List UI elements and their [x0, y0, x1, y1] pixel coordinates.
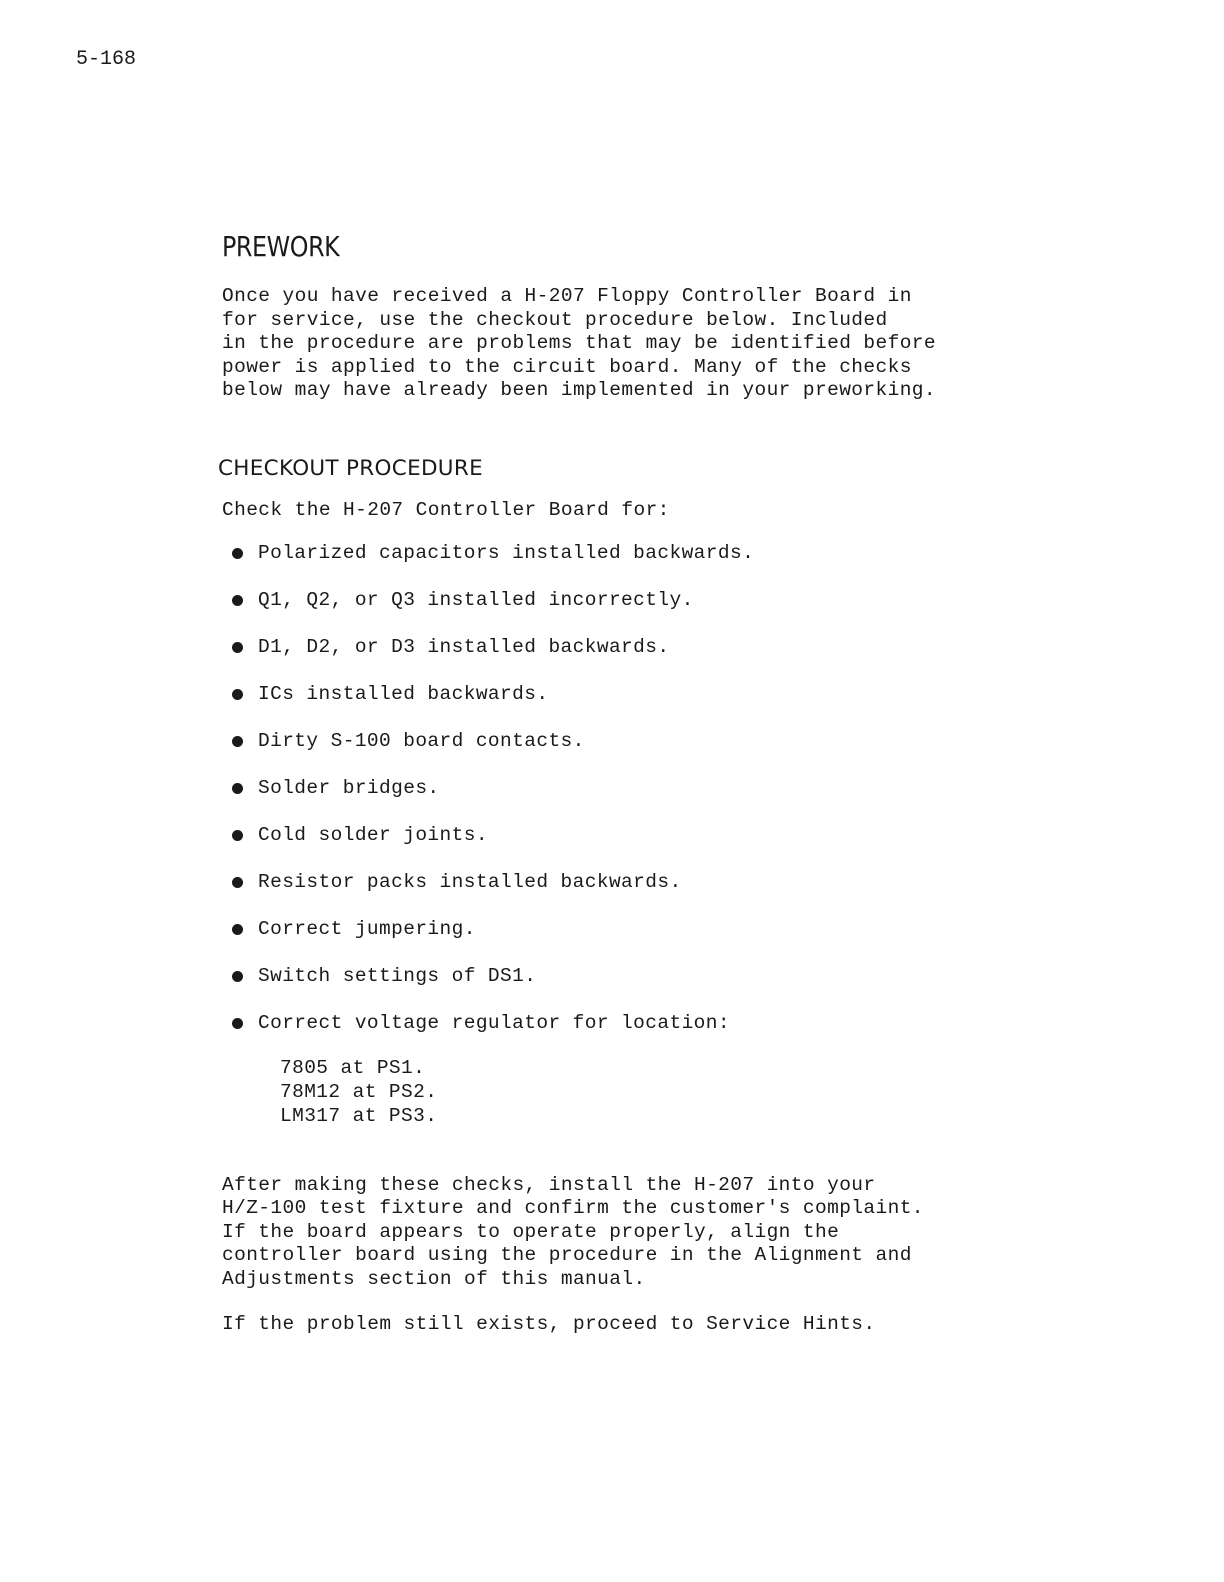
bullet-icon — [232, 877, 243, 888]
checklist-item-text: Q1, Q2, or Q3 installed incorrectly. — [258, 588, 694, 611]
checkout-intro: Check the H-207 Controller Board for: — [222, 498, 670, 521]
bullet-icon — [232, 595, 243, 606]
checklist-item-text: Solder bridges. — [258, 776, 440, 799]
checklist-item — [222, 541, 962, 588]
checklist-item-text: Resistor packs installed backwards. — [258, 870, 682, 893]
checklist-item-text: Cold solder joints. — [258, 823, 488, 846]
checklist-item — [222, 870, 962, 917]
prework-paragraph: Once you have received a H-207 Floppy Controller Board in for service, use the checkout procedure below. Included in the procedure are problems that may be identified before power is applied to the circuit board. Many of the checks below may have already been implemented in your preworking. — [222, 285, 937, 401]
regulator-list — [280, 1056, 962, 1128]
checkout-procedure-heading: CHECKOUT PROCEDURE — [218, 455, 483, 481]
bullet-icon — [232, 971, 243, 982]
checklist-item-text: Correct jumpering. — [258, 917, 476, 940]
final-note: If the problem still exists, proceed to Service Hints. — [222, 1313, 876, 1335]
bullet-icon — [232, 642, 243, 653]
checklist-item-text: Correct voltage regulator for location: — [258, 1011, 730, 1034]
bullet-icon — [232, 548, 243, 559]
bullet-icon — [232, 783, 243, 794]
bullet-icon — [232, 924, 243, 935]
after-checks-paragraph: After making these checks, install the H-207 into your H/Z-100 test fixture and confirm the customer's complaint. If the board appears to operate properly, align the controller board using the procedure in the Alignment and Adjustments section of this manual. — [222, 1173, 924, 1290]
bullet-icon — [232, 689, 243, 700]
bullet-icon — [232, 830, 243, 841]
checklist-item — [222, 635, 962, 682]
checklist-item-text: Dirty S-100 board contacts. — [258, 729, 585, 752]
prework-heading: PREWORK — [222, 230, 340, 263]
checklist-item — [222, 776, 962, 823]
bullet-icon — [232, 736, 243, 747]
checkout-checklist — [222, 541, 962, 1058]
checklist-item-text: Polarized capacitors installed backwards. — [258, 541, 755, 564]
checklist-item — [222, 729, 962, 776]
checklist-item — [222, 1011, 962, 1058]
checklist-item-text: Switch settings of DS1. — [258, 964, 537, 987]
checklist-item — [222, 917, 962, 964]
checklist-item — [222, 588, 962, 635]
checklist-item-text: D1, D2, or D3 installed backwards. — [258, 635, 670, 658]
page-content — [218, 230, 962, 1337]
regulator-item: 78M12 at PS2. — [280, 1080, 438, 1103]
bullet-icon — [232, 1018, 243, 1029]
checklist-item — [222, 823, 962, 870]
regulator-item: 7805 at PS1. — [280, 1056, 426, 1079]
checklist-item-text: ICs installed backwards. — [258, 682, 549, 705]
checklist-item — [222, 682, 962, 729]
page-number: 5-168 — [76, 48, 137, 71]
regulator-item: LM317 at PS3. — [280, 1104, 438, 1127]
checklist-item — [222, 964, 962, 1011]
